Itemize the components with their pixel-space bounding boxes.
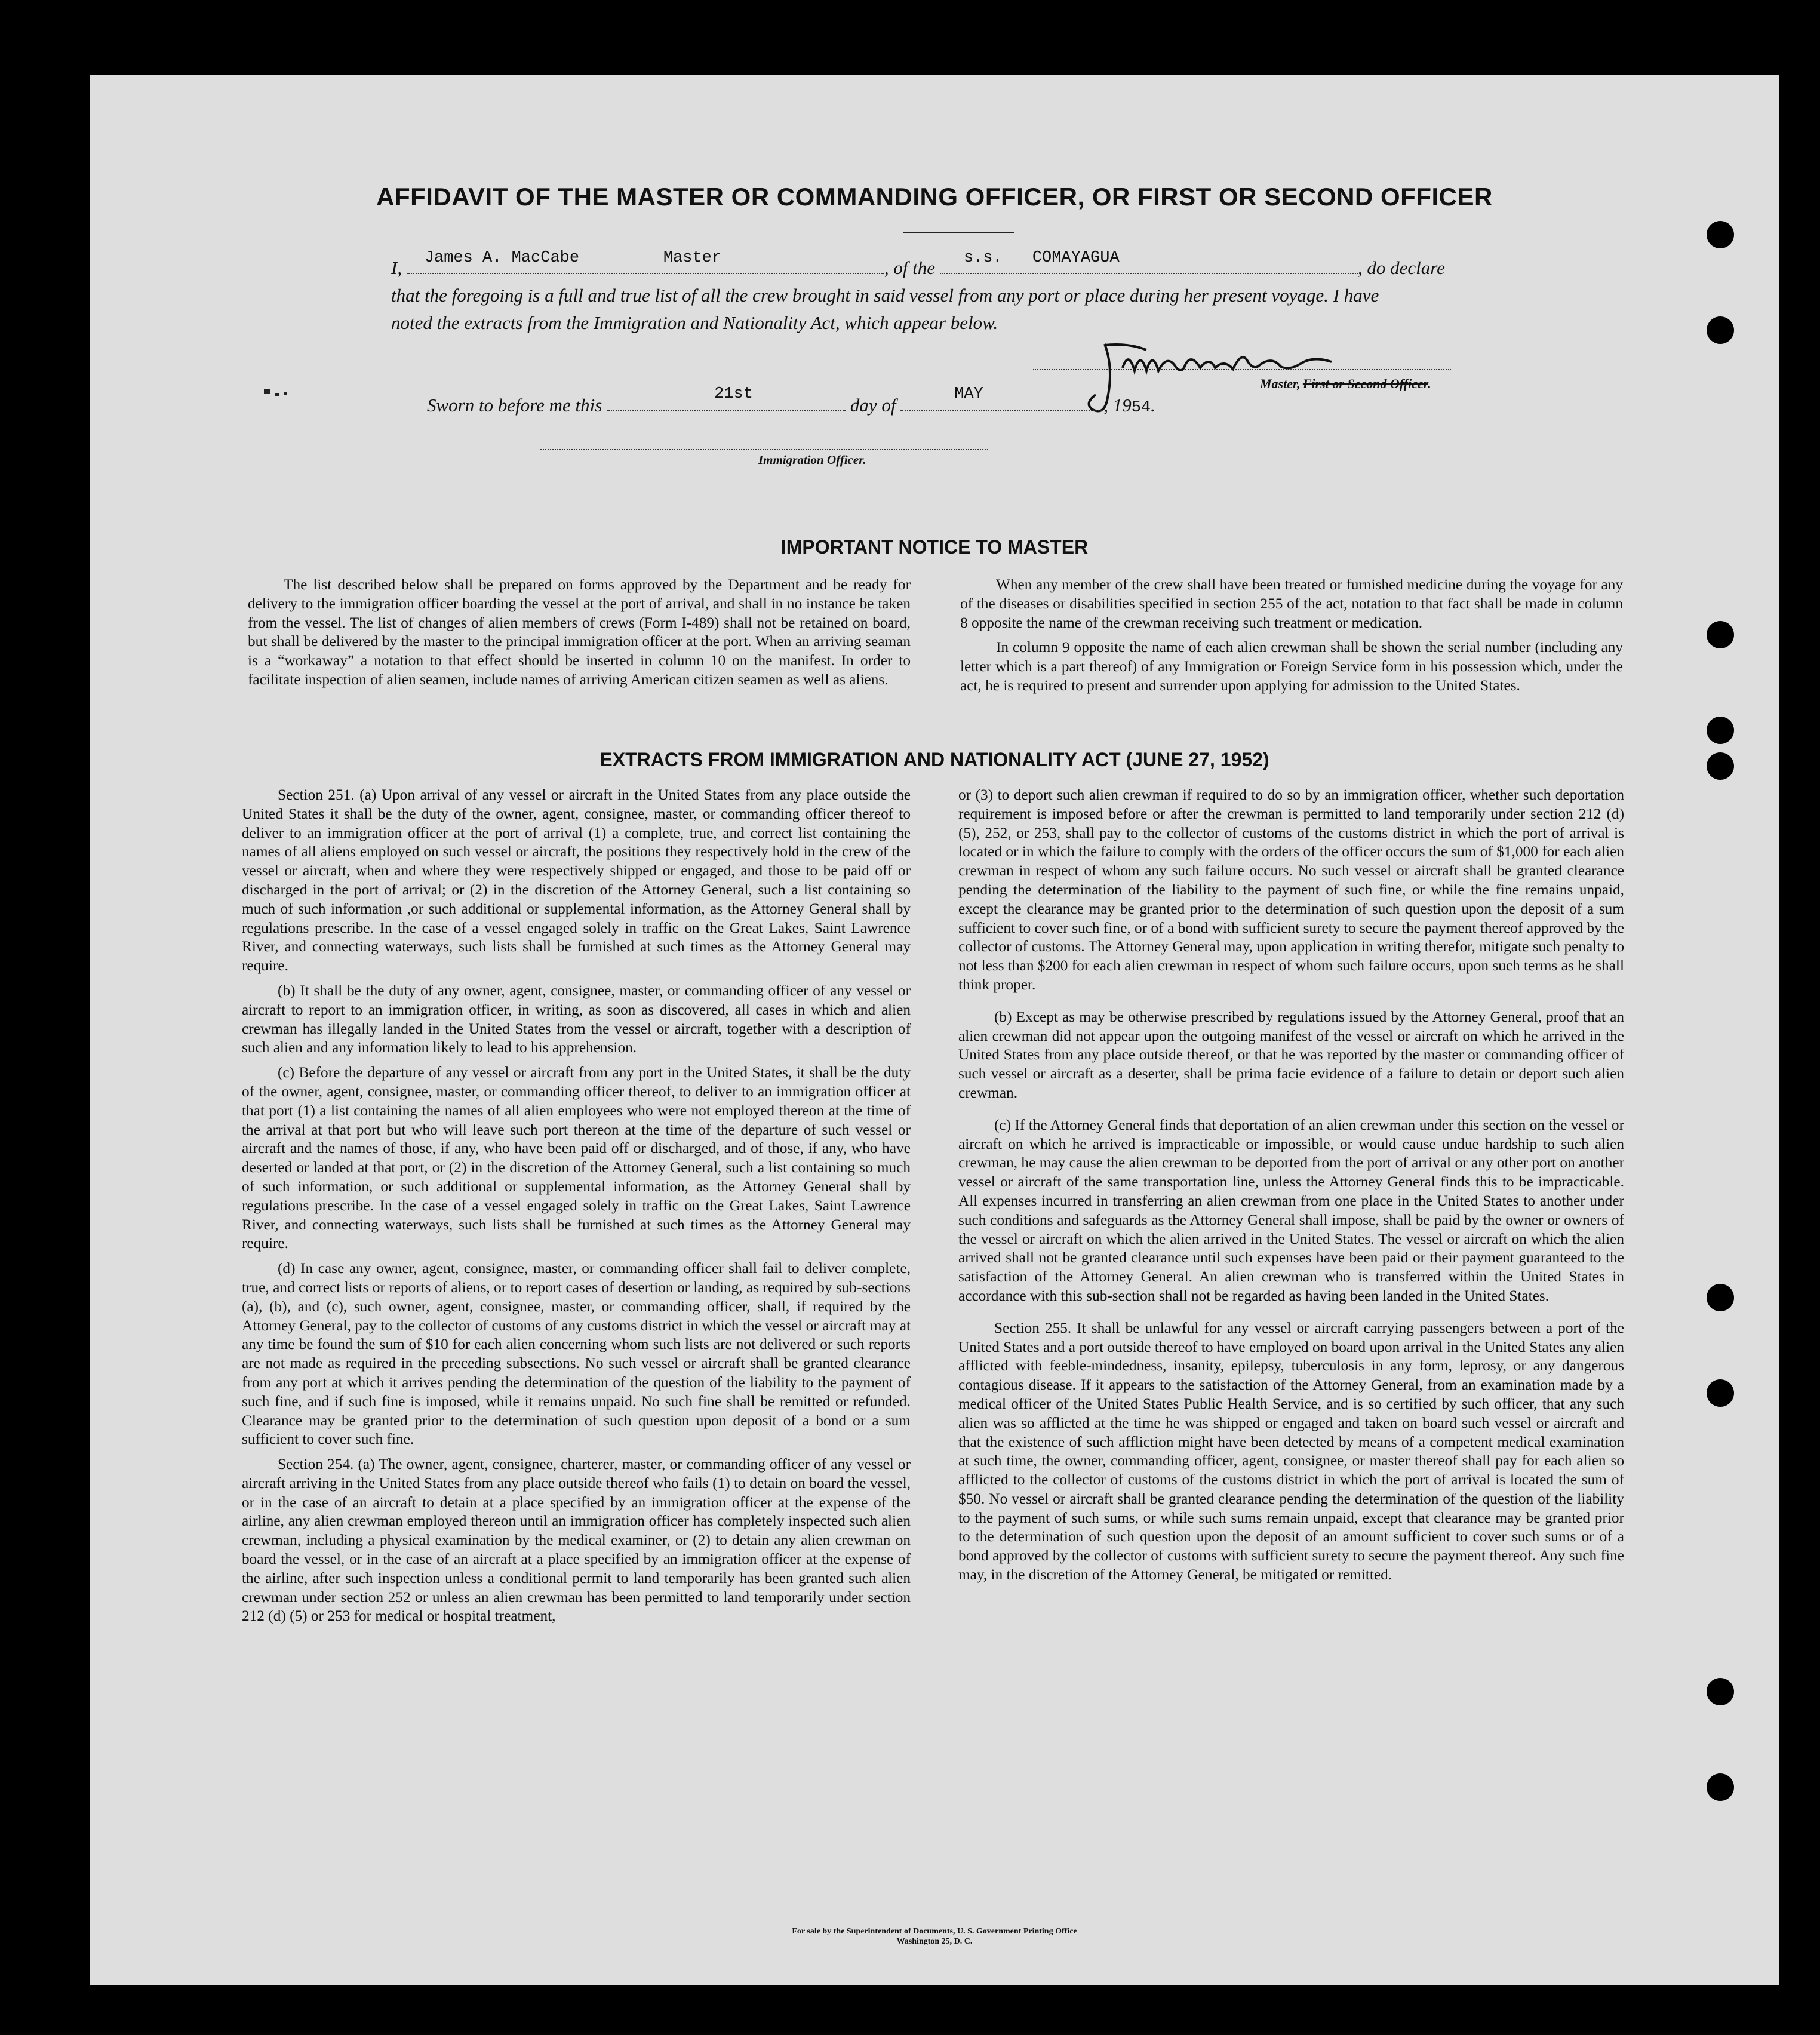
speck-mark xyxy=(264,389,270,394)
punch-hole xyxy=(1707,752,1734,780)
punch-hole xyxy=(1707,316,1734,344)
struck-officer-label: First or Second Officer xyxy=(1302,376,1428,391)
vessel-field xyxy=(940,249,1358,274)
day-field xyxy=(607,385,846,411)
title-rule xyxy=(903,232,1014,233)
of-the-label: , of the xyxy=(884,257,936,278)
speck-mark xyxy=(284,392,287,395)
master-title-label: Master, First or Second Officer. xyxy=(1260,376,1431,391)
year-prefix: , 19 xyxy=(1103,395,1132,416)
month-field xyxy=(900,385,1103,411)
printing-office-footer xyxy=(90,1926,1779,1947)
sworn-year: 54 xyxy=(1131,399,1151,417)
affidavit-declaration-line xyxy=(391,249,1591,282)
extract-paragraph: Section 255. It shall be unlawful for any vessel or aircraft carrying passengers between a port of the United States and a port outside thereof to have employed on board upon arrival in the United States any alien afflicted with feeble-mindedness, insanity, epilepsy, tuberculosis in any form, leprosy, or any dangerous contagious disease. If it appears to the satisfaction of the Attorney General, from an examination made by a medical officer of the United States Public Health Service, and is so certified by such officer, that any such alien was so afflicted at the time he was shipped or engaged and taken on board such vessel or aircraft and that the existence of such affliction might have been detected by means of a competent medical examination at such time, the owner, commanding officer, agent, consignee, or master thereof shall pay for each alien so afflicted to the collector of customs of the customs district in which the port of arrival is located the sum of $50. No vessel or aircraft shall be granted clearance pending the determination of the question of the liability to the payment of such sums, or while such sums remain unpaid, except that clearance may be granted prior to the determination of such question upon the deposit of an amount sufficient to cover such sums or of a bond approved by the collector of customs with sufficient surety to secure the payment thereof. Any such fine may, in the discretion of the Attorney General, be mitigated or remitted. xyxy=(958,1319,1624,1584)
extract-paragraph: Section 254. (a) The owner, agent, consignee, charterer, master, or commanding officer of any vessel or aircraft arriving in the United States from any place outside thereof who fails (1) to detain on board the vessel, or in the case of an aircraft to detain at a place specified by an immigration officer at the expense of the airline, any alien crewman employed thereon until an immigration officer has completely inspected such alien crewman, including a physical examination by the medical examiner, or (2) to detain any alien crewman on board the vessel, or in the case of an aircraft at a place specified by an immigration officer at the expense of the airline, after such inspection unless a conditional permit to land temporarily has been granted such alien crewman under section 252 or unless an alien crewman has been permitted to land temporarily under section 212 (d) (5) or 253 for medical or hospital treatment, xyxy=(242,1456,911,1625)
sworn-day: 21st xyxy=(714,385,753,403)
speck-mark xyxy=(275,393,279,396)
master-rank: Master xyxy=(663,249,722,267)
affidavit-line-3: noted the extracts from the Immigration and Nationality Act, which appear below. xyxy=(391,312,998,333)
extracts-left-column xyxy=(242,786,911,1626)
notice-right-column xyxy=(960,576,1623,696)
vessel-prefix: s.s. xyxy=(963,249,1003,267)
day-of-label: day of xyxy=(850,395,896,416)
notice-paragraph: When any member of the crew shall have been treated or furnished medicine during the voyage for any of the diseases or disabilities specified in section 255 of the act, notation to that fact shall be made in column 8 opposite the name of the crewman receiving such treatment or medication. xyxy=(960,576,1623,631)
sworn-month: MAY xyxy=(954,385,983,403)
name-rank-field xyxy=(407,249,884,274)
punch-hole xyxy=(1707,717,1734,744)
extract-paragraph: (c) Before the departure of any vessel or aircraft from any port in the United States, it shall be the duty of the owner, agent, consignee, master, or commanding officer thereof, to deliver to an immigration officer at that port (1) a list containing the names of all alien employees who were not employed thereon at the time of the arrival at that port but who will leave such port thereon at the time of the departure of such vessel or aircraft and the names of those, if any, who have been paid off or discharged, and of those, if any, who have deserted or landed at that port, or (2) in the discretion of the Attorney General, such a list containing so much of such information, or such additional or supplemental information, as the Attorney General shall by regulations prescribe. In the case of a vessel engaged solely in traffic on the Great Lakes, Saint Lawrence River, and connecting waterways, such lists shall be furnished at such times as the Attorney General may require. xyxy=(242,1064,911,1252)
notice-paragraph: In column 9 opposite the name of each alien crewman shall be shown the serial number (including any letter which is a part thereof) of any Immigration or Foreign Service form in his possession which, under the act, he is required to present and surrender upon applying for admission to the United States. xyxy=(960,639,1623,694)
immigration-officer-signature-line xyxy=(540,449,988,450)
do-declare-label: , do declare xyxy=(1357,257,1445,278)
extract-paragraph: (c) If the Attorney General finds that deportation of an alien crewman under this section on the vessel or aircraft on which he arrived is impracticable or impossible, or would cause undue hardship to such alien crewman, he may cause the alien crewman to be deported from the port of arrival or any other port on another vessel or aircraft of the same transportation line, unless the Attorney General finds this to be impracticable. All expenses incurred in transferring an alien crewman from one place in the United States to another under such conditions and safeguards as the Attorney General shall impose, shall be paid by the owner or owners of the vessel or aircraft on which the alien arrived in the United States. The vessel or aircraft on which the alien arrived shall not be granted clearance until such expenses have been paid or their payment guaranteed to the satisfaction of the Attorney General. An alien crewman who is transferred within the United States in accordance with this sub-section shall not be regarded as having been landed in the United States. xyxy=(958,1116,1624,1304)
punch-hole xyxy=(1707,1379,1734,1407)
extract-paragraph: or (3) to deport such alien crewman if required to do so by an immigration officer, whether such deportation requirement is imposed before or after the crewman is permitted to land temporarily under section 212 (d) (5), 252, or 253, shall pay to the collector of customs of the customs district in which the port of arrival is located or in which the failure to comply with the orders of the officer occurs the sum of $1,000 for each alien crewman in respect of whom any such failure occurs. No such vessel or aircraft shall be granted clearance pending the determination of the liability to the payment of such fine, or while the fine remains unpaid, except the clearance may be granted prior to the determination of such question upon the deposit of a sum sufficient to cover such fine, or of a bond with sufficient surety to secure the payment thereof approved by the collector of customs. The Attorney General may, upon application in writing therefor, mitigate such penalty to not less than $200 for each alien crewman in respect of whom such failure occurs, upon such terms as he shall think proper. xyxy=(958,786,1624,993)
extract-paragraph: (d) In case any owner, agent, consignee, master, or commanding officer shall fail to deliver complete, true, and correct lists or reports of aliens, or to report cases of desertion or landing, as required by sub-sections (a), (b), and (c), such owner, agent, consignee, master, or commanding officer, shall, if required by the Attorney General, pay to the collector of customs of any customs district in which the vessel or aircraft may at any time be found the sum of $10 for each alien concerning whom such lists are not delivered or such reports are not made as required in the preceding subsections. No such vessel or aircraft shall be granted clearance from any port at which it arrives pending the determination of the question of the liability to the payment of such fine, and if such fine is imposed, while it remains unpaid. No such fine shall be remitted or refunded. Clearance may be granted prior to the determination of such question upon deposit of a bond or a sum sufficient to cover such fine. xyxy=(242,1260,911,1448)
punch-hole xyxy=(1707,1284,1734,1311)
notice-heading: IMPORTANT NOTICE TO MASTER xyxy=(780,536,1089,558)
footer-line-1: For sale by the Superintendent of Documents, U. S. Government Printing Office xyxy=(792,1927,1077,1936)
extracts-right-column xyxy=(958,786,1624,1585)
punch-hole xyxy=(1707,1773,1734,1801)
document-title: AFFIDAVIT OF THE MASTER OR COMMANDING OFFICER, OR FIRST OR SECOND OFFICER xyxy=(376,183,1493,211)
sworn-line: Sworn to before me this 21st day of MAY , 1954. xyxy=(427,392,1323,422)
sworn-label: Sworn to before me this xyxy=(427,395,602,416)
notice-left-column xyxy=(248,576,911,690)
footer-line-2: Washington 25, D. C. xyxy=(896,1937,973,1946)
extract-paragraph: Section 251. (a) Upon arrival of any vessel or aircraft in the United States from any place outside the United States it shall be the duty of the owner, agent, consignee, master, or commanding officer thereof to deliver to an immigration officer at the port of arrival (1) a complete, true, and correct list containing the names of all aliens employed on such vessel or aircraft, the positions they respectively hold in the crew of the vessel or aircraft, when and where they were respectively shipped or engaged, and those to be paid off or discharged in the port of arrival; or (2) in the discretion of the Attorney General, such a list containing so much of such information ,or such additional or supplemental information, as the Attorney General shall by regulations prescribe. In the case of a vessel engaged solely in traffic on the Great Lakes, Saint Lawrence River, and connecting waterways, such lists shall be furnished at such times as the Attorney General may require. xyxy=(242,786,911,975)
i-label: I, xyxy=(391,257,402,278)
punch-hole xyxy=(1707,621,1734,648)
extract-paragraph: (b) It shall be the duty of any owner, agent, consignee, master, or commanding officer of any vessel or aircraft to report to an immigration officer, in writing, as soon as discovered, all cases in which and alien crewman has illegally landed in the United States from the vessel or aircraft, together with a description of such alien and any information likely to lead to his apprehension. xyxy=(242,982,911,1056)
affidavit-line-2: that the foregoing is a full and true list of all the crew brought in said vessel from any port or place during her present voyage. I have xyxy=(391,285,1379,306)
master-name: James A. MacCabe xyxy=(424,249,580,267)
immigration-officer-label: Immigration Officer. xyxy=(758,453,866,467)
extract-paragraph: (b) Except as may be otherwise prescribed by regulations issued by the Attorney General, proof that an alien crewman did not appear upon the outgoing manifest of the vessel or aircraft on which he arrived in the United States from any place outside thereof, or that he was reported by the master or commanding officer of such vessel or aircraft as a deserter, shall be prima facie evidence of a failure to detain or deport such alien crewman. xyxy=(958,1008,1624,1101)
punch-hole xyxy=(1707,221,1734,248)
punch-hole xyxy=(1707,1678,1734,1705)
vessel-name: COMAYAGUA xyxy=(1032,249,1120,267)
document-page xyxy=(90,75,1779,1985)
notice-paragraph: The list described below shall be prepared on forms approved by the Department and be ready for delivery to the immigration officer boarding the vessel at the port of arrival, and shall in no instance be taken from the vessel. The list of changes of alien members of crews (Form I-489) shall not be retained on board, but shall be delivered by the master to the principal immigration officer at the port. When an arriving seaman is a “workaway” a notation to that effect should be inserted in column 10 on the manifest. In order to facilitate inspection of alien seamen, include names of arriving American citizen seamen as well as aliens. xyxy=(248,576,911,688)
extracts-heading: EXTRACTS FROM IMMIGRATION AND NATIONALITY ACT (JUNE 27, 1952) xyxy=(600,749,1269,770)
